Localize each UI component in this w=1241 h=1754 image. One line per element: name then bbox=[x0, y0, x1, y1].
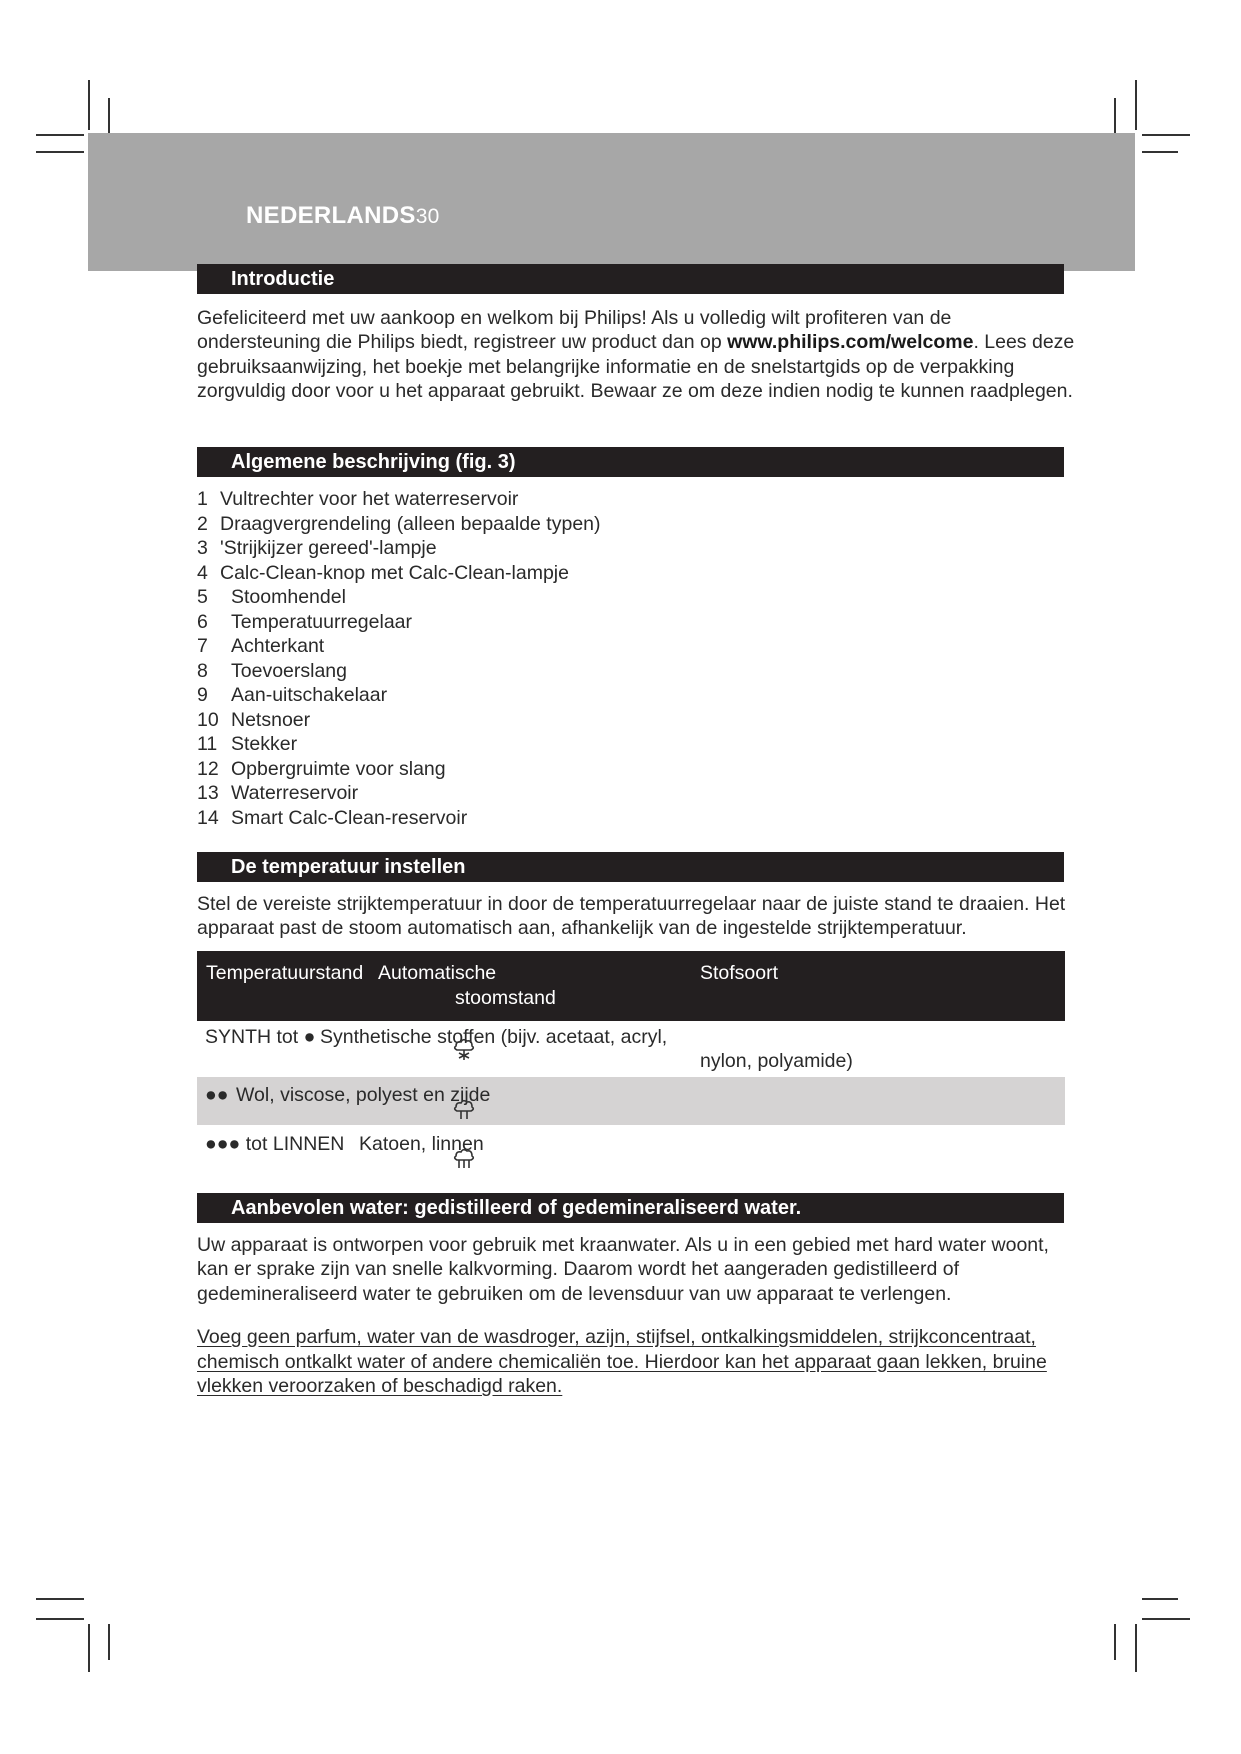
crop-mark bbox=[88, 80, 90, 130]
table-row bbox=[197, 1021, 1065, 1077]
column-header: Automatische bbox=[378, 962, 497, 984]
crop-mark bbox=[108, 1624, 110, 1660]
temperature-paragraph: Stel de vereiste strijktemperatuur in door de temperatuurregelaar naar de juiste stand te draaien. Het apparaat past de stoom automatisch aan, afhankelijk van de ingestelde strijktemperatuur. bbox=[197, 893, 1066, 940]
medium-steam-icon bbox=[451, 1097, 477, 1121]
table-row bbox=[197, 1125, 1065, 1177]
list-item: 8 Toevoerslang bbox=[197, 659, 347, 682]
crop-mark bbox=[1142, 1598, 1178, 1600]
fabric-type: Katoen, linnen bbox=[359, 1133, 484, 1155]
crop-mark bbox=[1142, 1618, 1190, 1620]
list-item: 9 Aan-uitschakelaar bbox=[197, 684, 388, 706]
list-item: 2 Draagvergrendeling (alleen bepaalde typen) bbox=[197, 512, 601, 535]
list-item: 5 Stoomhendel bbox=[197, 586, 346, 608]
page-number: 30 bbox=[415, 205, 440, 228]
list-item: 10 Netsnoer bbox=[197, 708, 311, 731]
temperature-setting: ●●● tot LINNEN bbox=[205, 1133, 345, 1155]
welcome-link[interactable]: www.philips.com/welcome bbox=[727, 331, 974, 354]
language-label: NEDERLANDS bbox=[246, 202, 416, 229]
low-steam-icon bbox=[451, 1036, 477, 1062]
table-row bbox=[197, 1077, 1065, 1125]
crop-mark bbox=[36, 151, 84, 153]
page-title bbox=[246, 202, 440, 230]
crop-mark bbox=[1114, 98, 1116, 136]
section-heading-general: Algemene beschrijving (fig. 3) bbox=[197, 447, 1064, 477]
fabric-type-continued: nylon, polyamide) bbox=[700, 1050, 853, 1072]
section-heading-temperature: De temperatuur instellen bbox=[197, 852, 1064, 882]
column-header: stoomstand bbox=[455, 987, 556, 1009]
crop-mark bbox=[1114, 1624, 1116, 1660]
crop-mark bbox=[1135, 1624, 1137, 1672]
list-item: 1 Vultrechter voor het waterreservoir bbox=[197, 488, 519, 510]
list-item: 14 Smart Calc-Clean-reservoir bbox=[197, 806, 468, 829]
parts-list bbox=[197, 487, 601, 830]
crop-mark bbox=[108, 98, 110, 136]
column-header: Temperatuurstand bbox=[206, 962, 364, 984]
list-item: 4 Calc-Clean-knop met Calc-Clean-lampje bbox=[197, 561, 569, 584]
section-heading-water: Aanbevolen water: gedistilleerd of gedemineraliseerd water. bbox=[197, 1193, 1064, 1223]
crop-mark bbox=[88, 1624, 90, 1672]
table-header bbox=[197, 951, 1065, 1021]
list-item: 12 Opbergruimte voor slang bbox=[197, 757, 446, 780]
intro-paragraph: Gefeliciteerd met uw aankoop en welkom bij Philips! Als u volledig wilt profiteren van de ondersteuning die Philips biedt, registreer uw product dan op www.philips.com/welcome. Lees deze gebruiksaanwijzing, het boekje met belangrijke informatie en de snelstartgids op de verpakking zorgvuldig door voor u het apparaat gebruikt. Bewaar ze om deze indien nodig te kunnen raadplegen. bbox=[197, 307, 1075, 402]
crop-mark bbox=[1135, 80, 1137, 130]
list-item: 13 Waterreservoir bbox=[197, 782, 359, 804]
list-item: 6 Temperatuurregelaar bbox=[197, 610, 413, 633]
temperature-setting: SYNTH tot ● bbox=[205, 1026, 316, 1048]
crop-mark bbox=[36, 134, 84, 136]
list-item: 11 Stekker bbox=[197, 733, 298, 755]
warning-text: Voeg geen parfum, water van de wasdroger, azijn, stijfsel, ontkalkingsmiddelen, strijkconcentraat, chemisch ontkalkt water of andere chemicaliën toe. Hierdoor kan het apparaat gaan lekken, bruine vlekken veroorzaken of beschadigd raken. bbox=[197, 1326, 1047, 1397]
fabric-type: Synthetische stoffen (bijv. acetaat, acryl, bbox=[320, 1026, 668, 1048]
crop-mark bbox=[36, 1618, 84, 1620]
list-item: 7 Achterkant bbox=[197, 635, 325, 657]
crop-mark bbox=[1142, 151, 1178, 153]
water-paragraph: Uw apparaat is ontworpen voor gebruik met kraanwater. Als u in een gebied met hard water woont, kan er sprake zijn van snelle kalkvorming. Daarom wordt het aangeraden gedistilleerd of gedemineraliseerd water te gebruiken om de levensduur van uw apparaat te verlengen. bbox=[197, 1234, 1049, 1305]
fabric-type: Wol, viscose, polyest en zijde bbox=[236, 1084, 491, 1106]
high-steam-icon bbox=[451, 1146, 477, 1170]
section-heading-intro: Introductie bbox=[197, 264, 1064, 294]
list-item: 3 'Strijkijzer gereed'-lampje bbox=[197, 537, 437, 559]
temperature-setting: ●● bbox=[205, 1084, 229, 1106]
column-header: Stofsoort bbox=[700, 962, 779, 984]
crop-mark bbox=[1142, 134, 1190, 136]
crop-mark bbox=[36, 1598, 84, 1600]
